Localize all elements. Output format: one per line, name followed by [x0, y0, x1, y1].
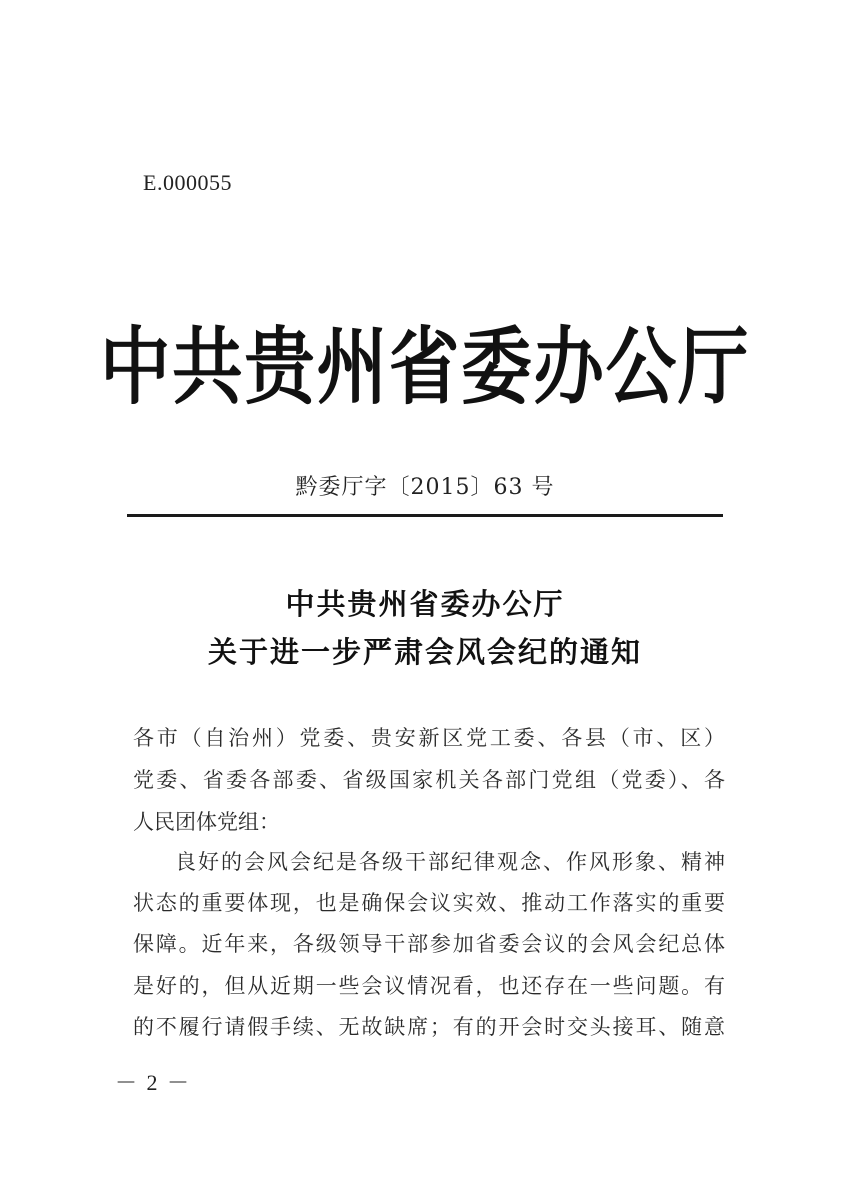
addressee-line: 各市（自治州）党委、贵安新区党工委、各县（市、区） — [133, 726, 725, 750]
paragraph-line: 状态的重要体现，也是确保会议实效、推动工作落实的重要 — [133, 891, 725, 915]
paragraph-line: 良好的会风会纪是各级干部纪律观念、作风形象、精神 — [175, 850, 725, 874]
page-number: － 2 － — [115, 1070, 192, 1095]
header-divider — [127, 514, 723, 517]
paragraph-line: 是好的，但从近期一些会议情况看，也还存在一些问题。有 — [133, 974, 725, 998]
document-number: 黔委厅字〔2015〕63 号 — [295, 475, 555, 500]
document-title-line-2: 关于进一步严肃会风会纪的通知 — [207, 635, 642, 669]
addressee-line: 党委、省委各部委、省级国家机关各部门党组（党委）、各 — [133, 768, 725, 792]
issuer-header: 中共贵州省委办公厅 — [99, 318, 751, 416]
document-code: E.000055 — [143, 170, 232, 195]
document-title-line-1: 中共贵州省委办公厅 — [285, 587, 565, 621]
addressee-line: 人民团体党组： — [133, 810, 280, 834]
paragraph-line: 保障。近年来，各级领导干部参加省委会议的会风会纪总体 — [133, 932, 725, 956]
paragraph-line: 的不履行请假手续、无故缺席；有的开会时交头接耳、随意 — [133, 1015, 725, 1039]
